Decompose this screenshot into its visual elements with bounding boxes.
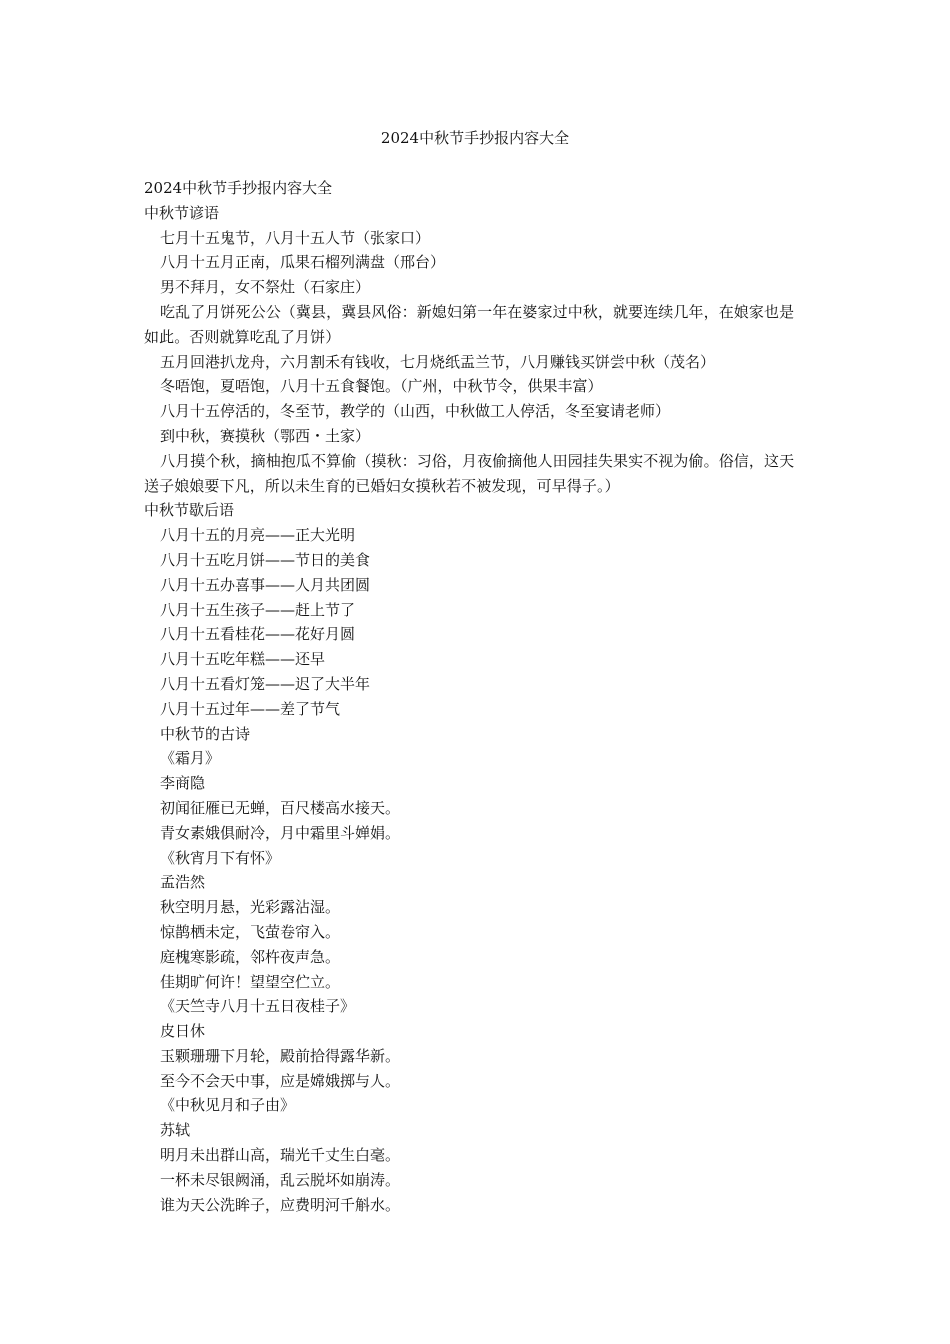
xiehouyu-item: 八月十五看桂花——花好月圆 (160, 625, 356, 644)
page-title: 2024中秋节手抄报内容大全 (380, 129, 570, 147)
proverb-item: 到中秋，赛摸秋（鄂西・土家） (160, 426, 371, 445)
proverb-item: 五月回港扒龙舟，六月割禾有钱收，七月烧纸盂兰节，八月赚钱买饼尝中秋（茂名） (160, 352, 716, 371)
poem-line: 初闻征雁已无蝉，百尺楼高水接天。 (160, 798, 401, 817)
poem-line: 庭槐寒影疏，邻杵夜声急。 (160, 947, 341, 966)
xiehouyu-item: 八月十五吃月饼——节日的美食 (160, 550, 371, 569)
xiehouyu-item: 八月十五吃年糕——还早 (160, 650, 326, 669)
document-body (144, 176, 806, 1217)
poem-author: 皮日休 (160, 1022, 206, 1041)
document-subtitle: 2024中秋节手抄报内容大全 (144, 179, 333, 197)
poem-line: 青女素娥俱耐冷，月中霜里斗婵娟。 (160, 823, 401, 842)
proverb-item: 吃乱了月饼死公公（冀县，冀县风俗：新媳妇第一年在婆家过中秋，就要连续几年，在娘家也是如此。否则就算吃乱了月饼） (144, 302, 795, 346)
section-heading-xiehouyu: 中秋节歇后语 (144, 501, 235, 520)
proverb-item: 八月十五停活的，冬至节，教学的（山西，中秋做工人停活，冬至宴请老师） (160, 402, 671, 421)
poem-line: 至今不会天中事，应是嫦娥掷与人。 (160, 1071, 401, 1090)
proverb-item: 男不拜月，女不祭灶（石家庄） (160, 278, 371, 297)
poem-author: 李商隐 (160, 774, 206, 793)
proverb-item: 冬唔饱，夏唔饱，八月十五食餐饱。（广州，中秋节令，供果丰富） (160, 377, 603, 396)
xiehouyu-item: 八月十五办喜事——人月共团圆 (160, 575, 371, 594)
poem-line: 一杯未尽银阙涌，乱云脱坏如崩涛。 (160, 1170, 401, 1189)
poem-title: 《天竺寺八月十五日夜桂子》 (160, 997, 356, 1016)
poem-author: 苏轼 (160, 1121, 191, 1140)
poem-line: 秋空明月悬，光彩露沾湿。 (160, 898, 341, 917)
poem-line: 谁为天公洗眸子，应费明河千斛水。 (160, 1195, 401, 1214)
poem-line: 明月未出群山高，瑞光千丈生白毫。 (160, 1146, 401, 1165)
poem-line: 惊鹊栖未定，飞萤卷帘入。 (160, 922, 341, 941)
poem-title: 《中秋见月和子由》 (160, 1096, 296, 1115)
proverb-item: 八月十五月正南，瓜果石榴列满盘（邢台） (160, 253, 446, 272)
poem-line: 佳期旷何许！望望空伫立。 (160, 972, 341, 991)
proverb-item: 八月摸个秋，摘柚抱瓜不算偷（摸秋：习俗，月夜偷摘他人田园挂失果实不视为偷。俗信，这天送子娘娘要下凡，所以未生育的已婚妇女摸秋若不被发现，可早得子。） (144, 451, 795, 495)
poem-title: 《霜月》 (160, 749, 221, 768)
proverb-item: 七月十五鬼节，八月十五人节（张家口） (160, 228, 431, 247)
xiehouyu-item: 八月十五看灯笼——迟了大半年 (160, 674, 371, 693)
xiehouyu-item: 八月十五生孩子——赶上节了 (160, 600, 356, 619)
xiehouyu-item: 八月十五过年——差了节气 (160, 699, 341, 718)
section-heading-proverbs: 中秋节谚语 (144, 203, 220, 222)
section-heading-poems: 中秋节的古诗 (160, 724, 251, 743)
poem-line: 玉颗珊珊下月轮，殿前拾得露华新。 (160, 1046, 401, 1065)
xiehouyu-item: 八月十五的月亮——正大光明 (160, 526, 356, 545)
poem-author: 孟浩然 (160, 873, 206, 892)
poem-title: 《秋宵月下有怀》 (160, 848, 281, 867)
